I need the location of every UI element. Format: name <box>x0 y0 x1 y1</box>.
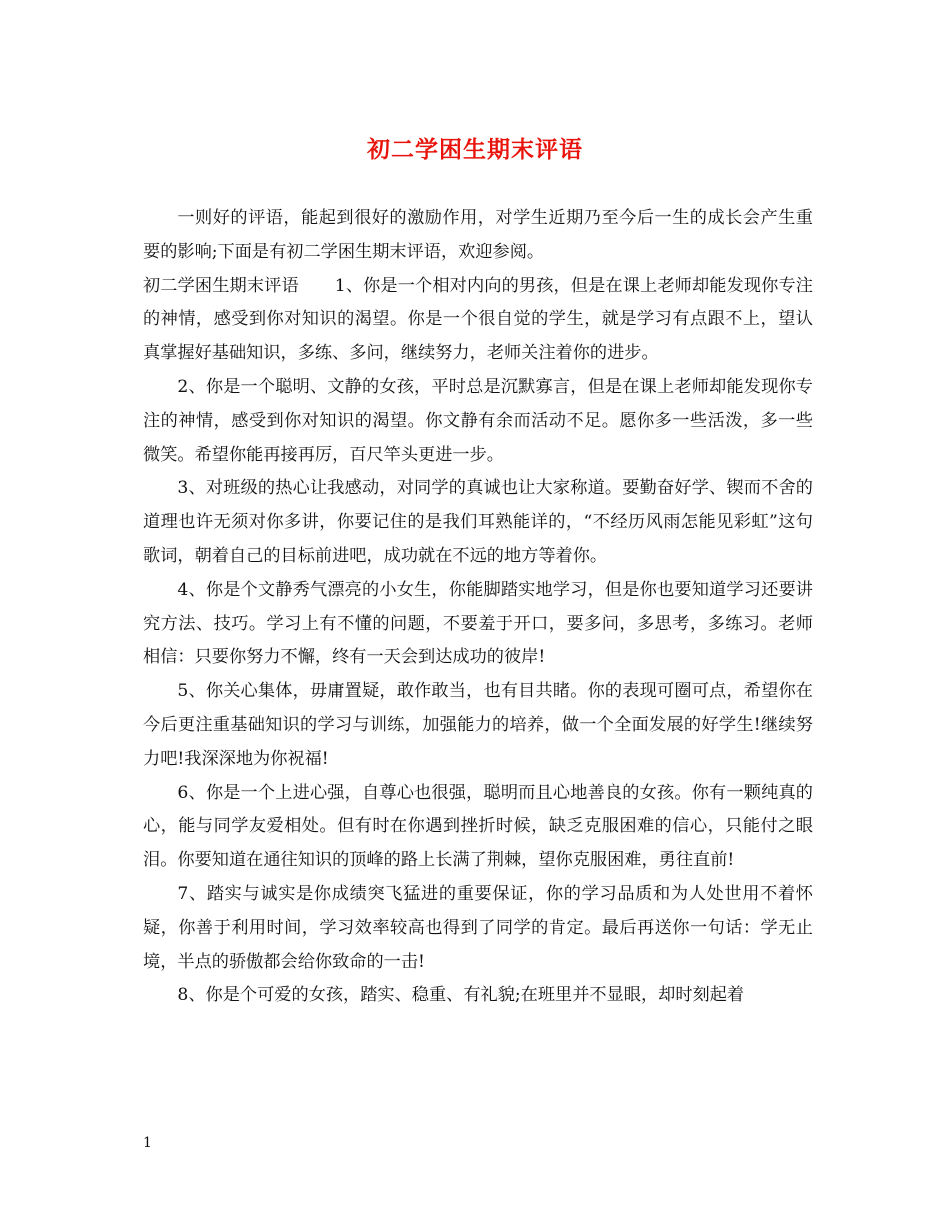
intro-paragraph: 一则好的评语，能起到很好的激励作用，对学生近期乃至今后一生的成长会产生重要的影响;下面是有初二学困生期末评语，欢迎参阅。 <box>143 208 813 262</box>
comment-item-2: 2、你是一个聪明、文静的女孩，平时总是沉默寡言，但是在课上老师却能发现你专注的神情，感受到你对知识的渴望。你文静有余而活动不足。愿你多一些活泼，多一些微笑。希望你能再接再厉，百尺竿头更进一步。 <box>143 376 813 465</box>
comment-item-7: 7、踏实与诚实是你成绩突飞猛进的重要保证，你的学习品质和为人处世用不着怀疑，你善于利用时间，学习效率较高也得到了同学的肯定。最后再送你一句话：学无止境，半点的骄傲都会给你致命的一击! <box>143 883 813 972</box>
comment-item-8: 8、你是个可爱的女孩，踏实、稳重、有礼貌;在班里并不显眼，却时刻起着 <box>177 985 745 1006</box>
comment-item-4: 4、你是个文静秀气漂亮的小女生，你能脚踏实地学习，但是你也要知道学习还要讲究方法、技巧。学习上有不懂的问题，不要羞于开口，要多问，多思考，多练习。老师相信：只要你努力不懈，终有一天会到达成功的彼岸! <box>143 579 813 668</box>
comment-item-5: 5、你关心集体，毋庸置疑，敢作敢当，也有目共睹。你的表现可圈可点，希望你在今后更注重基础知识的学习与训练，加强能力的培养，做一个全面发展的好学生!继续努力吧!我深深地为你祝福! <box>143 681 813 769</box>
comment-item-3: 3、对班级的热心让我感动，对同学的真诚也让大家称道。要勤奋好学、锲而不舍的道理也许无须对你多讲，你要记住的是我们耳熟能详的，“不经历风雨怎能见彩虹”这句歌词，朝着自己的目标前进吧，成功就在不远的地方等着你。 <box>143 478 813 566</box>
page-number: 1 <box>143 1135 152 1151</box>
first-item-paragraph <box>143 270 813 371</box>
section-label: 初二学困生期末评语 <box>143 275 299 296</box>
comment-item-6: 6、你是一个上进心强，自尊心也很强，聪明而且心地善良的女孩。你有一颗纯真的心，能与同学友爱相处。但有时在你遇到挫折时候，缺乏克服困难的信心，只能付之眼泪。你要知道在通往知识的顶峰的路上长满了荆棘，望你克服困难，勇往直前! <box>143 782 813 871</box>
document-body <box>143 202 813 1013</box>
document-title: 初二学困生期末评语 <box>367 136 583 163</box>
comment-item-1: 1、你是一个相对内向的男孩，但是在课上老师却能发现你专注的神情，感受到你对知识的渴望。你是一个很自觉的学生，就是学习有点跟不上，望认真掌握好基础知识，多练、多问，继续努力，老师关注着你的进步。 <box>143 275 813 364</box>
